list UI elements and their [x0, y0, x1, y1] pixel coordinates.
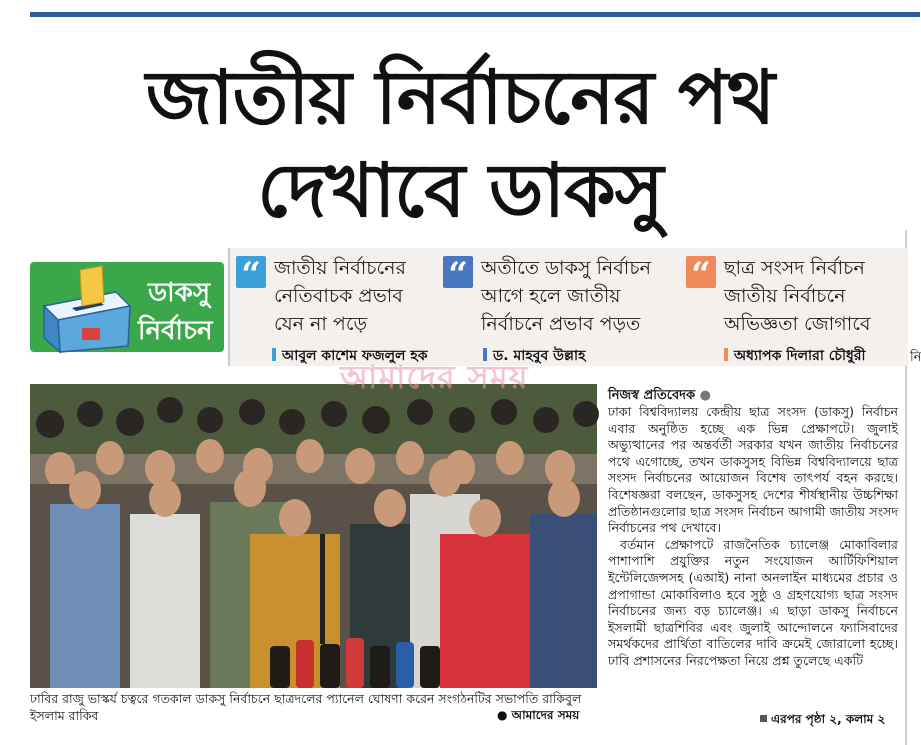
logo-title: ডাকসু	[148, 278, 211, 308]
article-byline: নিজস্ব প্রতিবেদক ●	[608, 388, 711, 403]
publisher-watermark: আমাদের সময়	[340, 358, 529, 396]
headline-line-2: দেখাবে ডাকসু	[257, 148, 663, 234]
quote-text: ছাত্র সংসদ নির্বাচন জাতীয় নির্বাচনে অভিজ্ঞতা জোগাবে	[724, 257, 871, 335]
logo-subtitle: নির্বাচন	[138, 316, 213, 346]
quote-author: অধ্যাপক দিলারা চৌধুরী	[724, 344, 866, 368]
news-photo	[30, 384, 597, 688]
continued-link[interactable]: এরপর পৃষ্ঠা ২, কলাম ২	[760, 711, 885, 731]
adjacent-column-fragment: নি	[910, 350, 921, 365]
quote-text: জাতীয় নির্বাচনের নেতিবাচক প্রভাব যেন না পড়ে	[274, 257, 406, 335]
photo-caption: ঢাবির রাজু ভাস্কর্য চত্বরে গতকাল ডাকসু নির্বাচনে ছাত্রদলের প্যানেল ঘোষণা করেন সংগঠনটির সভাপতি রাকিবুল ইসলাম রাকিব	[30, 691, 582, 723]
quote-icon: “	[686, 256, 716, 288]
top-rule	[30, 12, 920, 17]
quote-band-edge	[228, 248, 230, 366]
quote-author: আবুল কাশেম ফজলুল হক	[272, 344, 427, 368]
quote-icon: “	[236, 256, 266, 288]
photo-credit: ● আমাদের সময়	[497, 708, 580, 722]
quote-author: ড. মাহবুব উল্লাহ	[483, 344, 585, 368]
article-paragraph: বর্তমান প্রেক্ষাপটে রাজনৈতিক চ্যালেঞ্জ মোকাবিলার পাশাপাশি প্রযুক্তির নতুন সংযোজন আর্টিফিশিয়াল ইন্টেলিজেন্সসহ (এআই) নানা অনলাইন মাধ্যমের প্রচার ও প্রপাগান্ডা মোকাবিলাও হবে সুষ্ঠু ও গ্রহণযোগ্য ছাত্র সংসদ নির্বাচনের জন্য বড় চ্যালেঞ্জ। এ ছাড়া ডাকসু নির্বাচনে ইসলামী ছাত্রশিবির এবং জুলাই আন্দোলনে ফ্যাসিবাদের সমর্থকদের প্রার্থিতা বাতিলের দাবি ক্রমেই জোরালো হচ্ছে। ঢাবি প্রশাসনের নিরপেক্ষতা নিয়ে প্রশ্ন তুলেছে একটি	[608, 536, 898, 668]
quote-icon: “	[443, 256, 473, 288]
article-paragraph: ঢাকা বিশ্ববিদ্যালয় কেন্দ্রীয় ছাত্র সংসদ (ডাকসু) নির্বাচন এবার অনুষ্ঠিত হচ্ছে এক ভিন্ন প্রেক্ষাপটে। জুলাই অভ্যুত্থানের পর অন্তর্বর্তী সরকার যখন জাতীয় নির্বাচনের পথে এগোচ্ছে, তখন ডাকসুসহ বিভিন্ন বিশ্ববিদ্যালয়ে ছাত্র সংসদ নির্বাচনের আয়োজন বিশেষ তাৎপর্য বহন করছে। বিশেষজ্ঞরা বলছেন, ডাকসুসহ দেশের শীর্ষস্থানীয় উচ্চশিক্ষা প্রতিষ্ঠানগুলোর ছাত্র সংসদ নির্বাচন আগামী জাতীয় সংসদ নির্বাচনের পথ দেখাবে।	[608, 404, 898, 536]
article-body	[608, 404, 898, 670]
ducsu-election-logo	[30, 262, 224, 352]
headline-line-1: জাতীয় নির্বাচনের পথ	[145, 55, 775, 141]
quote-text: অতীতে ডাকসু নির্বাচন আগে হলে জাতীয় নির্বাচনে প্রভাব পড়ত	[481, 257, 651, 335]
